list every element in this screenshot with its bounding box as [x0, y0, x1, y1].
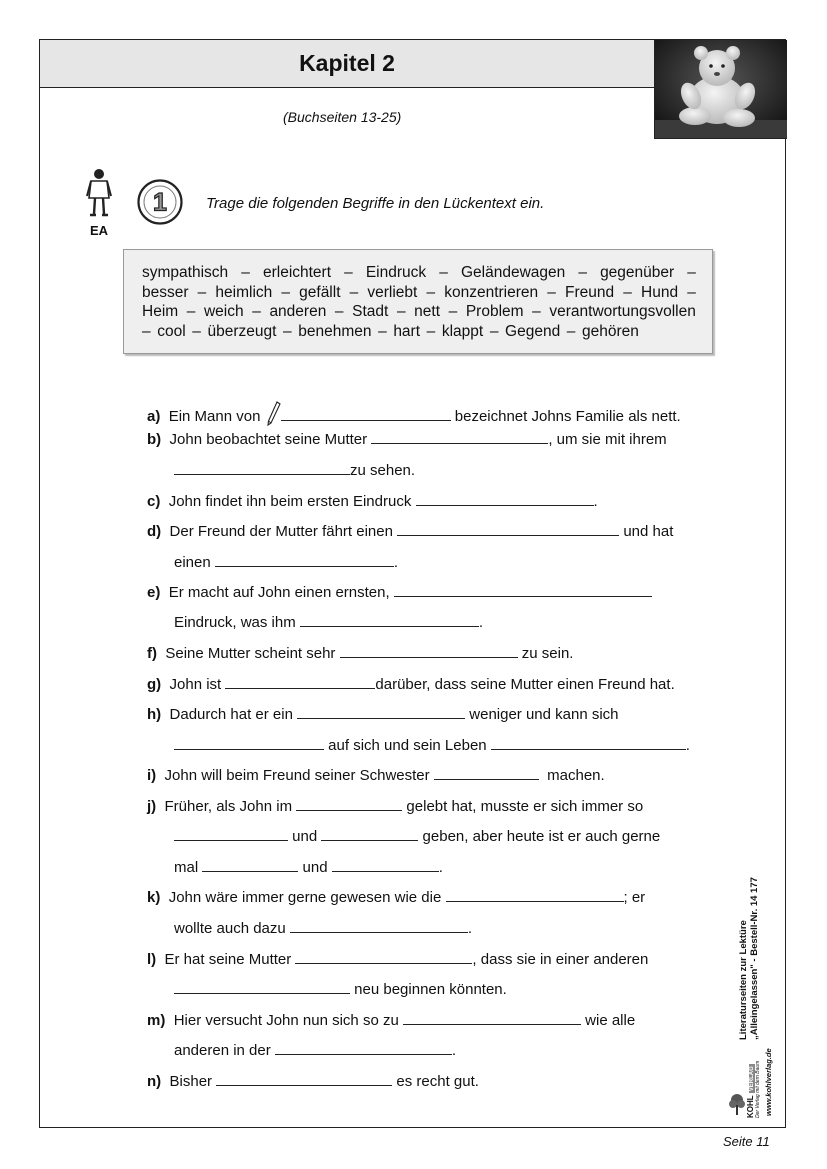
exercise-f	[147, 645, 573, 662]
exercise-label: m)	[147, 1012, 166, 1029]
dash: –	[426, 283, 436, 301]
publisher-logo	[746, 1064, 755, 1118]
word: weich	[203, 303, 244, 320]
dash: –	[334, 303, 344, 320]
word: verantwortungsvollen	[549, 303, 696, 320]
series-info	[738, 877, 760, 1040]
exercise-m-line2	[174, 1042, 456, 1059]
answer-blank[interactable]	[340, 645, 518, 658]
tree-icon	[728, 1092, 746, 1116]
answer-blank[interactable]	[397, 523, 619, 536]
exercise-label: l)	[147, 951, 157, 968]
word-bank-line-2	[142, 283, 696, 303]
exercise-text: John beobachtet seine Mutter	[169, 431, 368, 448]
exercise-text: zu sein.	[521, 645, 574, 662]
exercise-j-line3	[174, 859, 443, 876]
task-number-badge	[137, 179, 183, 225]
exercise-label: h)	[147, 706, 162, 723]
word: Freund	[565, 283, 615, 301]
title-bar	[40, 40, 654, 88]
word: verliebt	[367, 283, 418, 301]
dash: –	[281, 283, 291, 301]
exercise-n	[147, 1073, 479, 1090]
exercise-l-line2	[174, 981, 507, 998]
exercise-g	[147, 676, 675, 693]
word: Eindruck	[365, 264, 427, 281]
word: Geländewagen	[460, 264, 566, 281]
answer-blank[interactable]	[394, 584, 652, 597]
answer-blank[interactable]	[275, 1042, 452, 1055]
exercise-l	[147, 951, 648, 968]
answer-blank[interactable]	[295, 951, 472, 964]
word-bank-line-3	[142, 302, 696, 322]
exercise-label: i)	[147, 767, 157, 784]
exercise-k-line2	[174, 920, 472, 937]
dash: –	[349, 283, 359, 301]
answer-blank[interactable]	[174, 828, 288, 841]
exercise-text: Hier versucht John nun sich so zu	[173, 1012, 399, 1029]
pencil-icon	[267, 401, 281, 427]
exercise-text: wie alle	[585, 1012, 636, 1029]
dash: –	[396, 303, 406, 320]
exercise-text: anderen in der	[174, 1042, 271, 1059]
dash: –	[566, 322, 576, 340]
answer-blank[interactable]	[434, 767, 539, 780]
exercise-text: Er hat seine Mutter	[164, 951, 292, 968]
exercise-text: ; er	[623, 889, 646, 906]
word: erleichtert	[262, 264, 332, 281]
answer-blank[interactable]	[446, 889, 624, 902]
word: besser	[142, 283, 189, 301]
exercise-text: Früher, als John im	[164, 798, 293, 815]
exercise-j	[147, 798, 643, 815]
word: hart	[393, 322, 421, 340]
answer-blank[interactable]	[332, 859, 439, 872]
exercise-label: d)	[147, 523, 162, 540]
exercise-text: weniger und kann sich	[469, 706, 619, 723]
dash: –	[532, 303, 541, 320]
answer-blank[interactable]	[174, 737, 324, 750]
exercise-text: es recht gut.	[396, 1073, 479, 1090]
exercise-label: f)	[147, 645, 157, 662]
dash: –	[547, 283, 556, 301]
word: nett	[414, 303, 441, 320]
publisher-tag: VERLAG	[749, 1066, 755, 1092]
task-number: 1	[153, 188, 167, 217]
teddy-bear-image	[655, 40, 787, 138]
answer-blank[interactable]	[403, 1012, 581, 1025]
dash: –	[439, 264, 448, 281]
exercise-h-line2	[174, 737, 690, 754]
exercise-text: auf sich und sein Leben	[328, 737, 487, 754]
exercise-text: .	[438, 859, 443, 876]
answer-blank[interactable]	[321, 828, 418, 841]
answer-blank[interactable]	[290, 920, 468, 933]
dash: –	[283, 322, 292, 340]
word-bank-line-1	[142, 263, 696, 283]
exercise-text: John wäre immer gerne gewesen wie die	[168, 889, 442, 906]
exercise-d-line2	[174, 554, 398, 571]
answer-blank[interactable]	[216, 1073, 392, 1086]
publisher-website: www.kohlverlag.de	[764, 1048, 773, 1116]
exercise-text: Der Freund der Mutter fährt einen	[169, 523, 393, 540]
exercise-d	[147, 523, 673, 540]
exercise-label: k)	[147, 889, 161, 906]
word: benehmen	[298, 322, 372, 340]
dash: –	[344, 264, 353, 281]
answer-blank[interactable]	[202, 859, 298, 872]
answer-blank[interactable]	[174, 462, 350, 475]
answer-blank[interactable]	[281, 408, 451, 421]
word: klappt	[441, 322, 484, 340]
answer-blank[interactable]	[491, 737, 686, 750]
work-form-label: EA	[89, 223, 109, 238]
word-bank	[123, 249, 713, 354]
publisher-tree-logo	[728, 1092, 746, 1121]
exercise-text: Eindruck, was ihm	[174, 614, 296, 631]
publisher-slogan: Der Verlag mit dem Baum	[755, 1060, 761, 1118]
dash: –	[197, 283, 207, 301]
word: Gegend	[505, 322, 561, 340]
dash: –	[687, 283, 696, 301]
exercise-i	[147, 767, 605, 784]
exercise-text: Seine Mutter scheint sehr	[165, 645, 336, 662]
exercise-j-line2	[174, 828, 660, 845]
dash: –	[192, 322, 201, 340]
book-pages-subtitle: (Buchseiten 13-25)	[283, 109, 402, 125]
answer-blank[interactable]	[371, 431, 548, 444]
word-bank-line-4	[142, 322, 696, 342]
answer-blank[interactable]	[297, 706, 465, 719]
dash: –	[186, 303, 196, 320]
dash: –	[623, 283, 632, 301]
exercise-text: geben, aber heute ist er auch gerne	[422, 828, 661, 845]
exercise-text: wollte auch dazu	[174, 920, 286, 937]
word: Stadt	[352, 303, 389, 320]
word: cool	[157, 322, 186, 340]
exercise-text: .	[393, 554, 399, 571]
answer-blank[interactable]	[215, 554, 394, 567]
exercise-text: mal	[174, 859, 199, 876]
exercise-text: Er macht auf John einen ernsten,	[168, 584, 390, 601]
exercise-c	[147, 493, 598, 510]
exercise-b	[147, 431, 667, 448]
exercise-text: John ist	[169, 676, 222, 693]
work-form-indicator	[84, 168, 114, 238]
exercise-label: e)	[147, 584, 161, 601]
word: Hund	[641, 283, 679, 301]
page-title: Kapitel 2	[299, 50, 395, 76]
exercise-text: .	[593, 493, 598, 510]
exercise-label: g)	[147, 676, 162, 693]
exercise-a	[147, 401, 681, 427]
word: gefällt	[299, 283, 341, 301]
word: Heim	[142, 303, 179, 320]
exercise-text: einen	[174, 554, 211, 571]
exercise-text: Dadurch hat er ein	[169, 706, 293, 723]
task-number-circle-icon	[137, 179, 183, 225]
exercise-text: .	[467, 920, 473, 937]
exercise-e-line2	[174, 614, 483, 631]
exercise-text: und	[302, 859, 328, 876]
order-number: „Alleingelassen" - Bestell-Nr. 14 177	[749, 877, 760, 1040]
dash: –	[489, 322, 499, 340]
dash: –	[687, 264, 696, 281]
word: gehören	[582, 322, 639, 340]
dash: –	[448, 303, 458, 320]
word: sympathisch	[142, 264, 229, 281]
answer-blank[interactable]	[174, 981, 350, 994]
exercise-m	[147, 1012, 635, 1029]
dash: –	[578, 264, 587, 281]
word: anderen	[269, 303, 327, 320]
exercise-label: n)	[147, 1073, 162, 1090]
dash: –	[142, 322, 151, 340]
exercise-b-line2	[174, 462, 415, 479]
exercise-label: c)	[147, 493, 161, 510]
answer-blank[interactable]	[300, 614, 479, 627]
exercise-text: bezeichnet Johns Familie als nett.	[454, 408, 681, 425]
exercise-text: darüber, dass seine Mutter einen Freund hat.	[375, 676, 675, 693]
exercise-text: und hat	[623, 523, 674, 540]
page-number: Seite 11	[723, 1134, 770, 1149]
exercise-text: John will beim Freund seiner Schwester	[164, 767, 430, 784]
exercise-text: gelebt hat, musste er sich immer so	[406, 798, 644, 815]
exercise-text: , um sie mit ihrem	[548, 431, 667, 448]
exercise-text: und	[292, 828, 318, 845]
exercise-e	[147, 584, 652, 601]
exercise-text: neu beginnen könnten.	[354, 981, 507, 998]
exercise-text: .	[685, 737, 690, 754]
answer-blank[interactable]	[416, 493, 594, 506]
dash: –	[241, 264, 250, 281]
exercise-k	[147, 889, 645, 906]
exercise-h	[147, 706, 619, 723]
publisher-name: KOHL	[746, 1095, 755, 1118]
single-work-person-icon	[84, 168, 114, 218]
word: heimlich	[215, 283, 273, 301]
answer-blank[interactable]	[296, 798, 402, 811]
dash: –	[378, 322, 387, 340]
exercise-text: Bisher	[169, 1073, 213, 1090]
exercise-text: machen.	[547, 767, 605, 784]
word: gegenüber	[600, 264, 675, 281]
exercise-text: .	[451, 1042, 457, 1059]
exercise-label: a)	[147, 408, 161, 425]
teddy-bear-photo	[654, 40, 787, 139]
task-instruction: Trage die folgenden Begriffe in den Lückentext ein.	[206, 195, 545, 212]
exercise-text: John findet ihn beim ersten Eindruck	[168, 493, 412, 510]
series-title: Literaturseiten zur Lektüre	[738, 920, 749, 1040]
word: konzentrieren	[444, 283, 539, 301]
exercise-text: zu sehen.	[350, 462, 416, 479]
exercise-text: .	[478, 614, 484, 631]
exercise-text: , dass sie in einer anderen	[472, 951, 649, 968]
answer-blank[interactable]	[225, 676, 375, 689]
exercise-label: b)	[147, 431, 162, 448]
dash: –	[426, 322, 436, 340]
word: überzeugt	[207, 322, 277, 340]
dash: –	[252, 303, 261, 320]
exercise-label: j)	[147, 798, 157, 815]
word: Problem	[465, 303, 524, 320]
exercise-text: Ein Mann von	[168, 408, 261, 425]
